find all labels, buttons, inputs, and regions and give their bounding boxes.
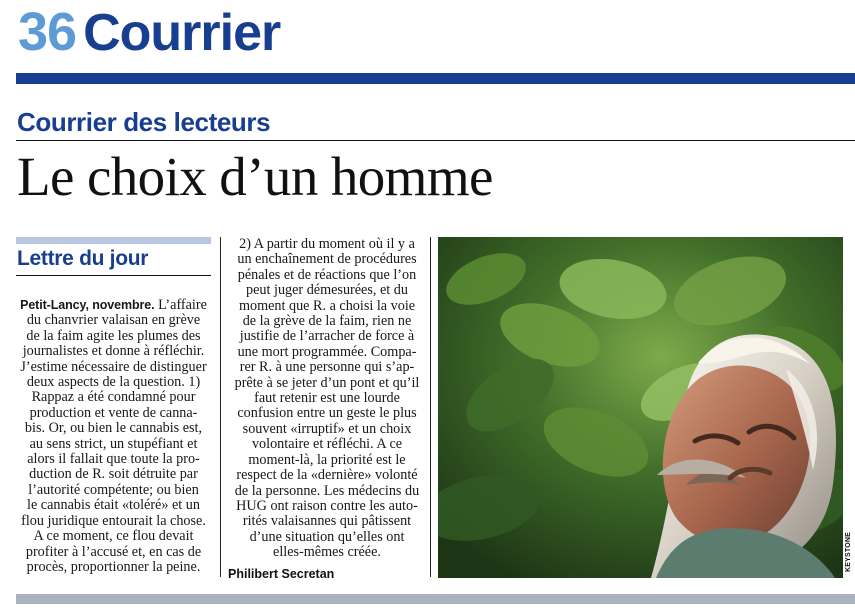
letter-column-one-line: au sens strict, un stupéfiant et	[29, 435, 198, 452]
letter-column-two-line: faut retenir est une lourde	[254, 390, 400, 407]
letter-of-the-day-label: Lettre du jour	[17, 247, 149, 270]
letter-column-two-line: de la personne. Les médecins du	[234, 482, 420, 499]
letter-lead: Petit-Lancy, novembre.	[20, 298, 155, 312]
letter-column-two-line: rités valaisannes qui pâtissent	[242, 513, 412, 530]
letter-column-two-line: rer R. à une personne qui s’ap-	[239, 359, 415, 376]
letter-column-one-line	[17, 298, 210, 313]
letter-column-two-line: moment que R. a choisi la voie	[238, 297, 416, 314]
readers-letters-rubric: Courrier des lecteurs	[17, 107, 271, 137]
letter-column-two-line: une mort programmée. Compa-	[237, 343, 417, 360]
column-divider-two	[430, 237, 431, 577]
letter-column-one-line: flou juridique entourait la chose.	[21, 512, 206, 529]
letter-signature: Philibert Secretan	[228, 567, 335, 581]
letter-label-bar	[16, 237, 211, 244]
letter-column-two	[228, 237, 426, 570]
letter-column-one-line: l’autorité compétente; ou bien	[28, 481, 199, 498]
letter-column-two-line: d’une situation qu’elles ont	[249, 528, 405, 545]
section-name: Courrier	[83, 4, 281, 62]
letter-first-line-text: L’affaire	[154, 298, 207, 313]
page-number: 36	[18, 2, 77, 62]
letter-column-two-line: confusion entre un geste le plus	[237, 405, 417, 422]
column-divider-one	[220, 237, 221, 577]
bottom-page-bar	[16, 594, 855, 604]
letter-column-one-line: de la faim agite les plumes des	[26, 327, 201, 344]
letter-column-two-line: justifie de l’arracher de force à	[239, 328, 415, 345]
letter-column-one-line: journalistes et donne à réfléchir.	[22, 343, 205, 360]
letter-column-two-line: HUG ont raison contre les auto-	[236, 497, 418, 514]
letter-column-two-line: moment-là, la priorité est le	[248, 451, 406, 468]
article-photo	[438, 237, 843, 578]
rubric-divider	[16, 140, 855, 141]
letter-column-two-line: volontaire et réfléchi. A ce	[251, 436, 403, 453]
letter-column-one-line: profiter à l’accusé et, en cas de	[25, 543, 202, 560]
letter-column-one-line: le cannabis était «toléré» et un	[27, 497, 200, 514]
letter-column-one-line: duction de R. soit détruite par	[29, 466, 198, 483]
letter-column-one-line: A ce moment, ce flou devait	[33, 528, 194, 545]
letter-column-two-line: respect de la «dernière» volonté	[236, 467, 418, 484]
page-masthead	[18, 2, 280, 62]
letter-column-one-line: du chanvrier valaisan en grève	[26, 312, 201, 329]
letter-column-one-line: bis. Or, ou bien le cannabis est,	[24, 420, 203, 437]
letter-column-two-line: peut juger démesurées, et du	[246, 282, 408, 299]
letter-column-two-line: 2) A partir du moment où il y a	[239, 237, 415, 252]
letter-column-one-line: alors il fallait que toute la pro-	[27, 451, 200, 468]
letter-column-two-line: de la grève de la faim, rien ne	[242, 313, 412, 330]
letter-column-two-line: souvent «irruptif» et un choix	[242, 420, 412, 437]
article-headline: Le choix d’un homme	[17, 146, 493, 207]
man-with-long-hair-photo	[438, 237, 843, 578]
letter-column-one-line: deux aspects de la question. 1)	[26, 374, 201, 391]
letter-column-one	[17, 298, 210, 580]
top-section-bar	[16, 73, 855, 84]
letter-column-one-line: production et vente de canna-	[29, 404, 198, 421]
letter-column-two-line: elles-mêmes créée.	[273, 544, 381, 561]
letter-column-two-line: un enchaînement de procédures	[237, 251, 417, 268]
letter-column-one-line: Rappaz a été condamné pour	[31, 389, 196, 406]
letter-column-two-line: pénales et de réactions que l’on	[237, 266, 417, 283]
letter-column-two-line: prête à se jeter d’un pont et qu’il	[234, 374, 420, 391]
letter-label-divider	[16, 275, 211, 276]
letter-column-one-line: procès, proportionner la peine.	[26, 558, 201, 575]
letter-column-one-line: J’estime nécessaire de distinguer	[20, 358, 207, 375]
photo-credit: KEYSTONE	[845, 532, 852, 572]
